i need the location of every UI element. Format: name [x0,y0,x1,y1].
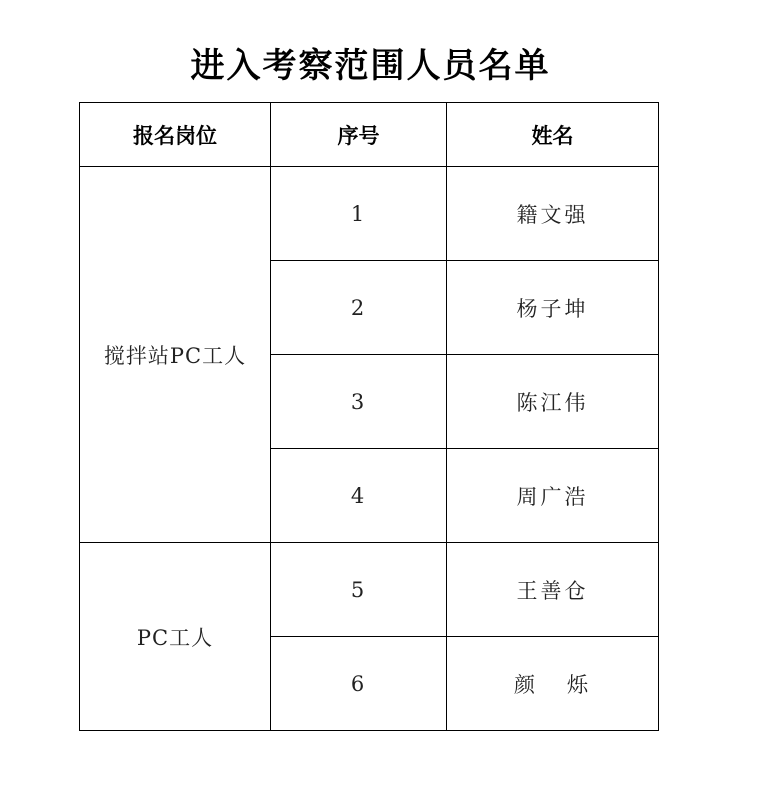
position-cell: 搅拌站PC工人 [80,167,271,543]
name-cell: 陈江伟 [447,355,659,449]
name-cell: 周广浩 [447,449,659,543]
table-row [80,167,659,261]
number-cell: 5 [271,543,447,637]
name-cell: 颜 烁 [447,637,659,731]
number-cell: 4 [271,449,447,543]
header-number: 序号 [271,103,447,167]
page-title: 进入考察范围人员名单 [190,46,551,86]
number-cell: 1 [271,167,447,261]
name-cell: 籍文强 [447,167,659,261]
name-cell: 杨子坤 [447,261,659,355]
number-cell: 2 [271,261,447,355]
personnel-table [79,102,659,731]
header-name: 姓名 [447,103,659,167]
position-cell: PC工人 [80,543,271,731]
table-header-row [80,103,659,167]
name-cell: 王善仓 [447,543,659,637]
number-cell: 6 [271,637,447,731]
header-position: 报名岗位 [80,103,271,167]
table-row [80,543,659,637]
number-cell: 3 [271,355,447,449]
